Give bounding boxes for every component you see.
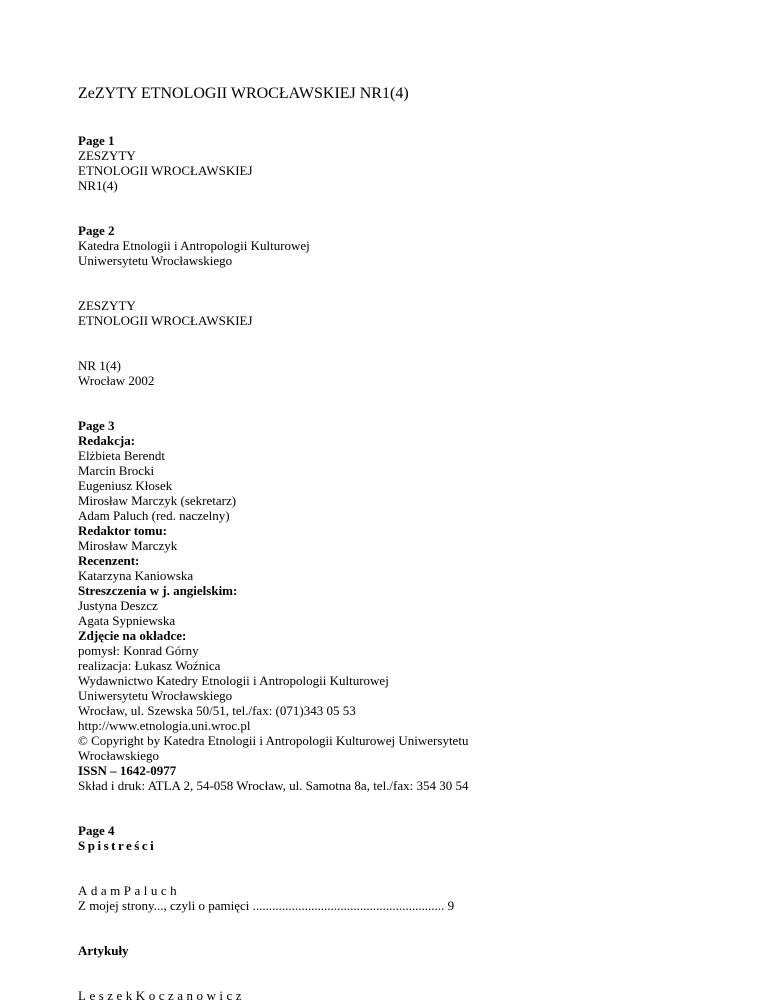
page2-line: Katedra Etnologii i Antropologii Kulturowej	[78, 238, 310, 253]
page1-line: ETNOLOGII WROCŁAWSKIEJ	[78, 163, 253, 178]
page1-line: NR1(4)	[78, 178, 118, 193]
issn: ISSN – 1642-0977	[78, 763, 177, 778]
editor-name: Adam Paluch (red. naczelny)	[78, 508, 230, 523]
recenzent-name: Katarzyna Kaniowska	[78, 568, 194, 583]
redaktor-heading: Redaktor tomu:	[78, 523, 167, 538]
photo-credit: pomysł: Konrad Górny	[78, 643, 199, 658]
zdjecie-heading: Zdjęcie na okładce:	[78, 628, 187, 643]
publisher-line: Wrocławskiego	[78, 748, 160, 763]
page2-series: ETNOLOGII WROCŁAWSKIEJ	[78, 313, 253, 328]
translator-name: Justyna Deszcz	[78, 598, 158, 613]
page2-issue: NR 1(4)	[78, 358, 121, 373]
publisher-line: Wrocław, ul. Szewska 50/51, tel./fax: (071)343 05 53	[78, 703, 356, 718]
streszczenia-heading: Streszczenia w j. angielskim:	[78, 583, 238, 598]
toc-heading: Spistreści	[78, 838, 157, 853]
editor-name: Mirosław Marczyk (sekretarz)	[78, 493, 237, 508]
editor-name: Marcin Brocki	[78, 463, 155, 478]
publisher-line: Uniwersytetu Wrocławskiego	[78, 688, 233, 703]
publisher-line: © Copyright by Katedra Etnologii i Antropologii Kulturowej Uniwersytetu	[78, 733, 469, 748]
page2-series: ZESZYTY	[78, 298, 136, 313]
recenzent-heading: Recenzent:	[78, 553, 140, 568]
page3-label: Page 3	[78, 418, 115, 433]
photo-credit: realizacja: Łukasz Woźnica	[78, 658, 221, 673]
editor-name: Elżbieta Berendt	[78, 448, 165, 463]
toc-author: LeszekKoczanowicz	[78, 988, 246, 1003]
redaktor-name: Mirosław Marczyk	[78, 538, 178, 553]
toc-section: Artykuły	[78, 943, 129, 958]
page1-line: ZESZYTY	[78, 148, 136, 163]
editor-name: Eugeniusz Kłosek	[78, 478, 173, 493]
page2-issue: Wrocław 2002	[78, 373, 155, 388]
toc-author: AdamPaluch	[78, 883, 181, 898]
document-body	[78, 133, 718, 1003]
page2-line: Uniwersytetu Wrocławskiego	[78, 253, 233, 268]
redakcja-heading: Redakcja:	[78, 433, 136, 448]
publisher-line: Wydawnictwo Katedry Etnologii i Antropologii Kulturowej	[78, 673, 389, 688]
page2-label: Page 2	[78, 223, 115, 238]
page4-label: Page 4	[78, 823, 115, 838]
print-info: Skład i druk: ATLA 2, 54-058 Wrocław, ul. Samotna 8a, tel./fax: 354 30 54	[78, 778, 469, 793]
page1-label: Page 1	[78, 133, 115, 148]
publisher-line: http://www.etnologia.uni.wroc.pl	[78, 718, 251, 733]
toc-entry: Z mojej strony..., czyli o pamięci ........................................................... 9	[78, 898, 455, 913]
translator-name: Agata Sypniewska	[78, 613, 176, 628]
document-title: ZeZYTY ETNOLOGII WROCŁAWSKIEJ NR1(4)	[78, 85, 409, 102]
